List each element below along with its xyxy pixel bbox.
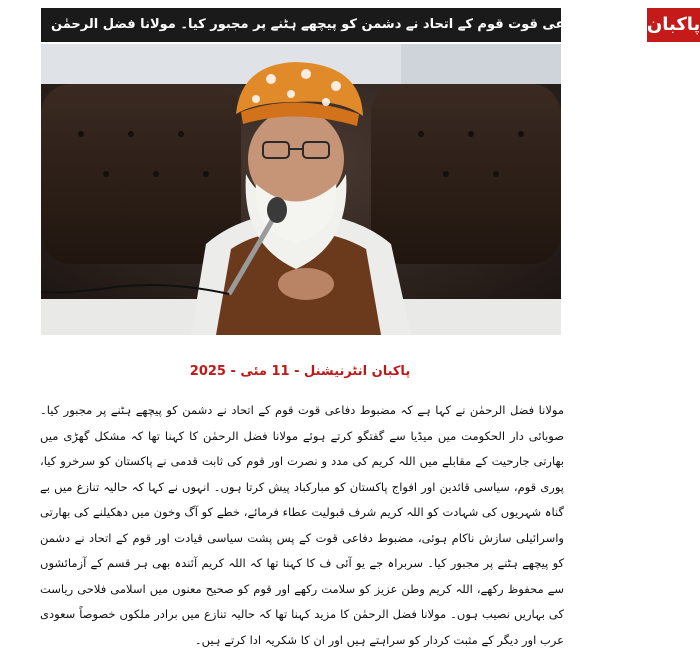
hand	[278, 268, 334, 300]
microphone-icon	[267, 197, 287, 223]
dateline: پاکبان انٹرنیشنل - 11 مئی - 2025	[189, 364, 411, 379]
article-body: مولانا فضل الرحمٰن نے کہا ہے کہ مضبوط دفاعی قوت قوم کے اتحاد نے دشمن کو پیچھے ہٹنے پر مجبور کیا۔ صوبائی دار الحکومت میں میڈیا سے گفتگو کرتے ہوئے مولانا فضل الرحمٰن کا کہنا تھا کہ مشکل گھڑی میں بھارتی جارحیت کے مقابلے میں اللہ کریم کی مدد و نصرت اور قوم کی ثابت قدمی نے پاکستان کو سرخرو کیا، پوری قوم، سیاسی قائدین اور افواج پاکستان کو مبارکباد پیش کرتا ہوں۔ انہوں نے کہا کہ حالیہ تنازع میں بے گناہ شہریوں کی شہادت کو اللہ کریم شرف قبولیت عطاء فرمائے، خطے کو آگ وخون میں دھکیلنے کی بھارتی واسرائیلی سازش ناکام ہوئی، مضبوط دفاعی قوت کے پس پشت سیاسی قیادت اور قوم کے اتحاد نے دشمن کو پیچھے ہٹنے پر مجبور کیا۔ سربراہ جے یو آئی ف کا کہنا تھا کہ اللہ کریم آئندہ بھی ہر قسم کے آزمائشوں سے محفوظ رکھے، اللہ کریم وطن عزیز کو سلامت رکھے اور قوم کو صحیح معنوں میں اسلامی فلاحی ریاست کی بہاریں نصیب ہوں۔ مولانا فضل الرحمٰن کا مزید کہنا تھا کہ حالیہ تنازع میں برادر ملکوں خصوصاً سعودی عرب اور دیگر کے مثبت کردار کو سراہتے ہیں اور ان کا شکریہ ادا کرتے ہیں۔	[40, 403, 564, 647]
sofa-right	[371, 84, 561, 264]
header-banner	[41, 8, 700, 42]
speaker-photo-illustration	[41, 44, 561, 335]
sofa-left	[41, 84, 241, 264]
brand-logo: پاکبان	[647, 8, 700, 42]
news-photo	[41, 44, 561, 335]
headline: مضبوط دفاعی قوت قوم کے اتحاد نے دشمن کو پیچھے ہٹنے پر مجبور کیا۔ مولانا فضل الرحمٰن	[51, 17, 637, 32]
